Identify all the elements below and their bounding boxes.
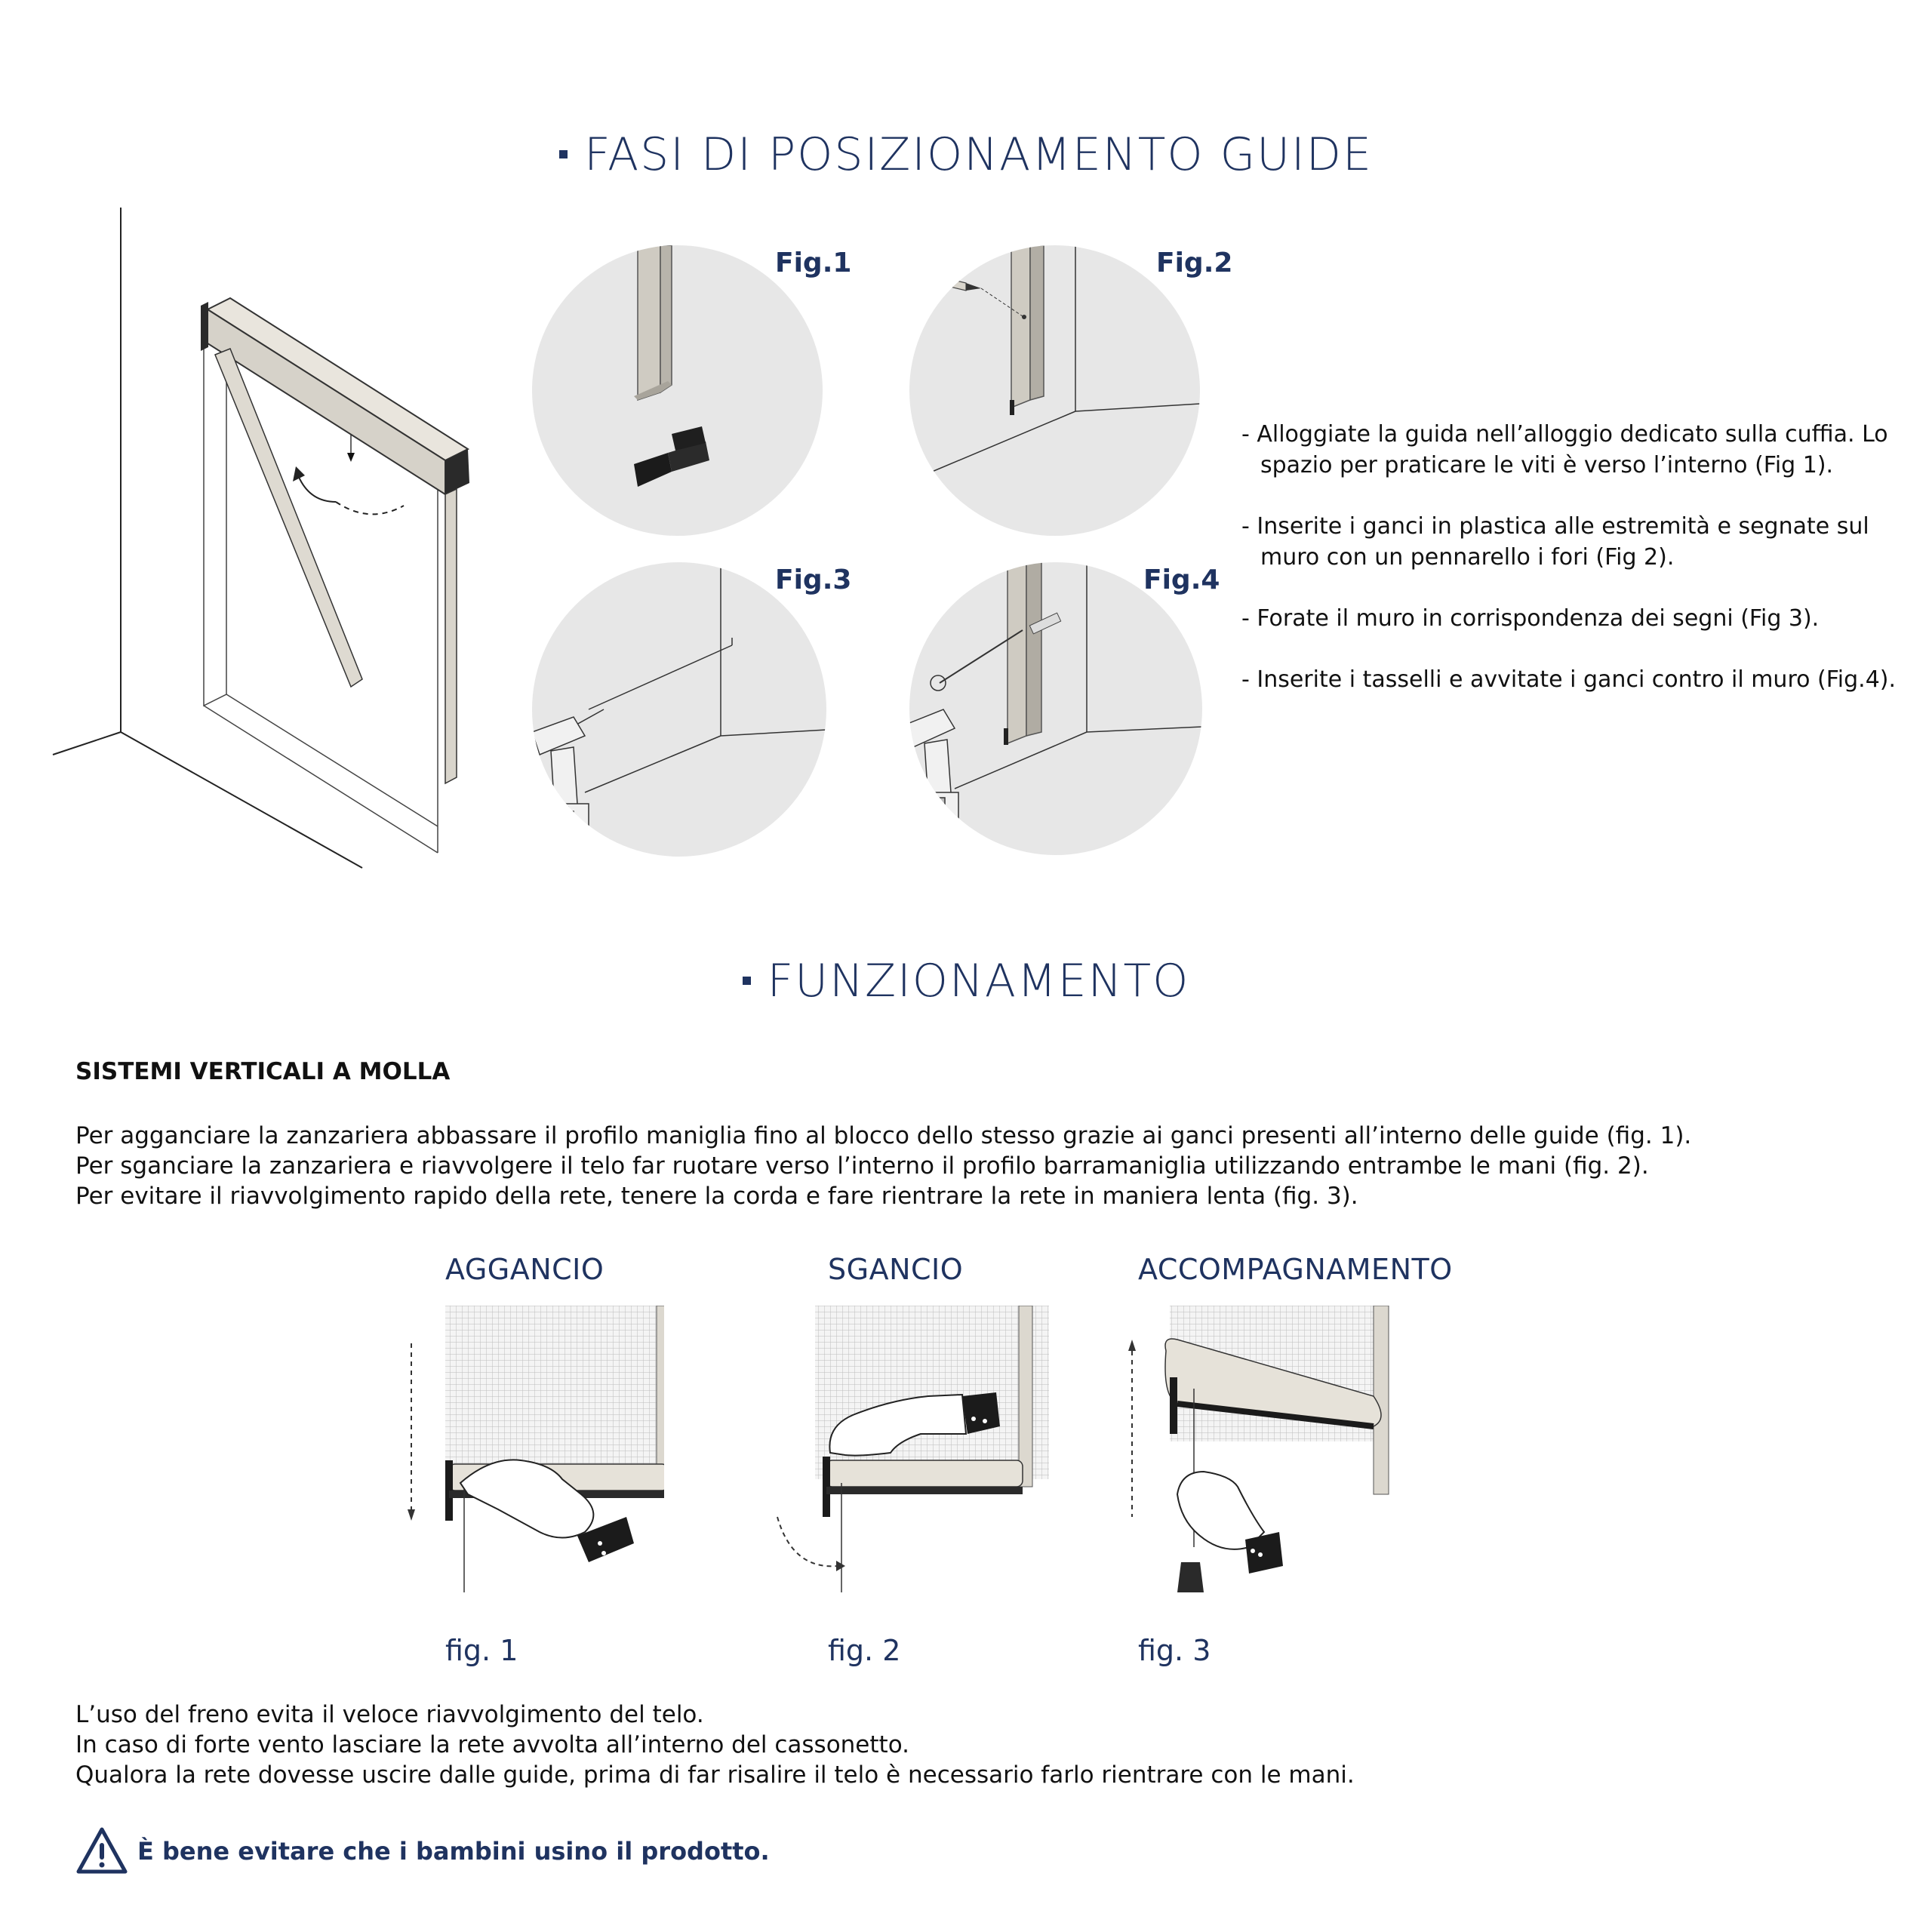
release-illustration: [770, 1306, 1049, 1592]
title-bullet: [743, 977, 751, 985]
instruction-line: Per evitare il riavvolgimento rapido della rete, tenere la corda e fare rientrare la rete in maniera lenta (fig. 3).: [75, 1183, 1358, 1210]
step-item: - Alloggiate la guida nell’alloggio dedicato sulla cuffia. Lo spazio per praticare le viti è verso l’interno (Fig 1).: [1241, 421, 1888, 478]
instructions-paragraph: [75, 1121, 1691, 1211]
section-title-text: FASI DI POSIZIONAMENTO GUIDE: [584, 128, 1373, 181]
warning-text: È bene evitare che i bambini usino il prodotto.: [137, 1837, 770, 1866]
operation-title-release: SGANCIO: [828, 1253, 964, 1286]
drilling-illustration: [532, 562, 826, 857]
fig-caption-1: fig. 1: [445, 1634, 518, 1667]
subsection-heading: SISTEMI VERTICALI A MOLLA: [75, 1058, 451, 1085]
section-title-positioning: [0, 128, 1932, 181]
step-item: - Inserite i ganci in plastica alle estremità e segnate sul muro con un pennarello i fori (Fig 2).: [1241, 513, 1869, 571]
title-bullet: [559, 150, 568, 158]
instruction-line: Per agganciare la zanzariera abbassare il profilo maniglia fino al blocco dello stesso grazie ai ganci presenti all’interno delle guide (fig. 1).: [75, 1122, 1692, 1149]
operation-title-hook: AGGANCIO: [445, 1253, 605, 1286]
guide-cap-illustration: [532, 245, 823, 536]
note-line: Qualora la rete dovesse uscire dalle guide, prima di far risalire il telo è necessario farlo rientrare con le mani.: [75, 1761, 1355, 1789]
fig2-label: Fig.2: [1156, 248, 1233, 278]
warning-row: [75, 1826, 770, 1879]
fig2-circle: [909, 245, 1200, 536]
step-item: - Inserite i tasselli e avvitate i ganci contro il muro (Fig.4).: [1241, 666, 1897, 693]
fig3-circle: [532, 562, 826, 857]
section-title-text: FUNZIONAMENTO: [767, 955, 1190, 1008]
instruction-line: Per sganciare la zanzariera e riavvolgere il telo far ruotare verso l’interno il profilo barramaniglia utilizzando entrambe le mani (fig. 2).: [75, 1152, 1649, 1180]
fig1-circle: [532, 245, 823, 536]
operation-title-accompany: ACCOMPAGNAMENTO: [1138, 1253, 1453, 1286]
note-line: In caso di forte vento lasciare la rete avvolta all’interno del cassonetto.: [75, 1731, 909, 1758]
fig1-label: Fig.1: [775, 248, 852, 278]
warning-icon: [75, 1826, 128, 1876]
drill-icon: [909, 709, 958, 819]
hook-illustration: [408, 1306, 664, 1592]
drill-icon: [532, 717, 589, 834]
notes-paragraph: [75, 1700, 1355, 1790]
note-line: L’uso del freno evita il veloce riavvolgimento del telo.: [75, 1701, 704, 1728]
fig4-circle: [909, 562, 1202, 855]
fig4-label: Fig.4: [1143, 565, 1220, 595]
window-install-illustration: [45, 204, 498, 883]
fig3-label: Fig.3: [775, 565, 852, 595]
fig-caption-3: fig. 3: [1138, 1634, 1211, 1667]
section-title-operation: [0, 955, 1932, 1008]
accompany-illustration: [1117, 1306, 1419, 1638]
step-item: - Forate il muro in corrispondenza dei segni (Fig 3).: [1241, 605, 1820, 632]
marking-illustration: [909, 245, 1200, 536]
fig-caption-2: fig. 2: [828, 1634, 901, 1667]
positioning-steps: [1241, 419, 1921, 725]
screwing-illustration: [909, 562, 1202, 855]
